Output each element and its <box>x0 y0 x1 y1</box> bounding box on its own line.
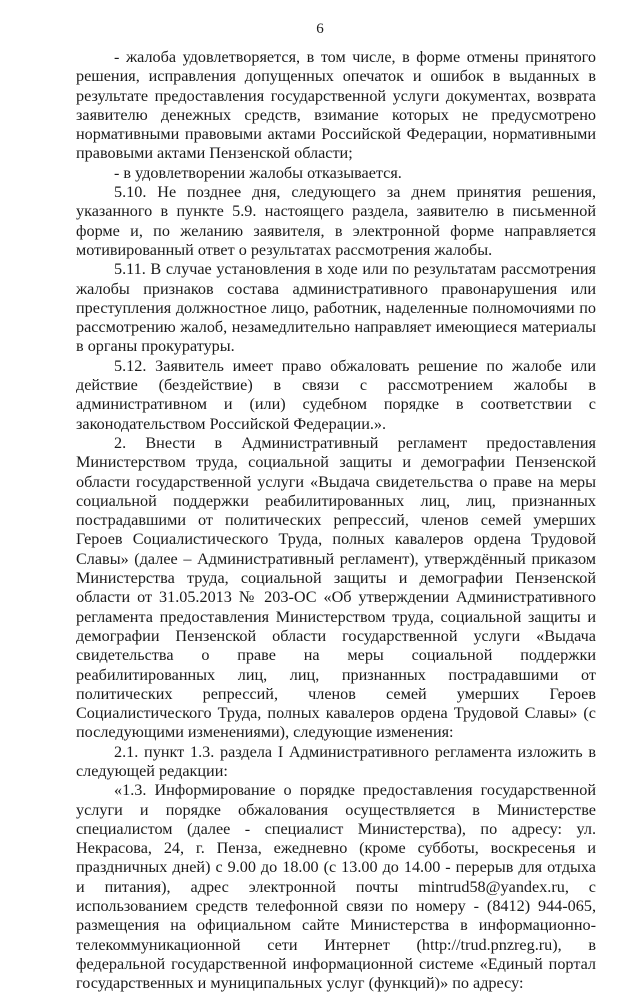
page-number: 6 <box>316 21 324 37</box>
paragraph-2: 2. Внести в Административный регламент предоставления Министерством труда, социальной защиты и демографии Пензенской области государственной услуги «Выдача свидетельства о праве на меры социальной поддержки реабилитированных лиц, лиц, признанных пострадавшими от политических репрессий, членов семей умерших Героев Социалистического Труда, полных кавалеров ордена Трудовой Славы» (далее – Административный регламент), утверждённый приказом Министерства труда, социальной защиты и демографии Пензенской области от 31.05.2013 № 203-ОС «Об утверждении Административного регламента предоставления Министерством труда, социальной защиты и демографии Пензенской области государственной услуги «Выдача свидетельства о праве на меры социальной поддержки реабилитированных лиц, лиц, признанных пострадавшими от политических репрессий, членов семей умерших Героев Социалистического Труда, полных кавалеров ордена Трудовой Славы» (с последующими изменениями), следующие изменения: <box>76 433 596 742</box>
document-body <box>76 48 596 994</box>
paragraph-5-10: 5.10. Не позднее дня, следующего за днем принятия решения, указанного в пункте 5.9. настоящего раздела, заявителю в письменной форме и, по желанию заявителя, в электронной форме направляется мотивированный ответ о результатах рассмотрения жалобы. <box>76 183 596 259</box>
paragraph-complaint-rejected: - в удовлетворении жалобы отказывается. <box>114 163 402 182</box>
paragraph-5-12: 5.12. Заявитель имеет право обжаловать решение по жалобе или действие (бездействие) в связи с рассмотрением жалобы в административном и (или) судебном порядке в соответствии с законодательством Российской Федерации.». <box>76 356 596 433</box>
paragraph-5-11: 5.11. В случае установления в ходе или по результатам рассмотрения жалобы признаков состава административного правонарушения или преступления должностное лицо, работник, наделенные полномочиями по рассмотрению жалоб, незамедлительно направляет имеющиеся материалы в органы прокуратуры. <box>76 260 596 356</box>
paragraph-1-3: «1.3. Информирование о порядке предоставления государственной услуги и порядке обжалования осуществляется в Министерстве специалистом (далее - специалист Министерства), по адресу: ул. Некрасова, 24, г. Пенза, ежедневно (кроме субботы, воскресенья и праздничных дней) с 9.00 до 18.00 (с 13.00 до 14.00 - перерыв для отдыха и питания), адрес электронной почты mintrud58@yandex.ru, с использованием средств телефонной связи по номеру - (8412) 944-065, размещения на официальном сайте Министерства в информационно-телекоммуникационной сети Интернет (http://trud.pnzreg.ru), в федеральной государственной информационной системе «Единый портал государственных и муниципальных услуг (функций)» по адресу: <box>76 781 596 993</box>
paragraph-2-1: 2.1. пункт 1.3. раздела I Административного регламента изложить в следующей редакции: <box>76 742 596 780</box>
paragraph-complaint-satisfied: - жалоба удовлетворяется, в том числе, в форме отмены принятого решения, исправления допущенных опечаток и ошибок в выданных в результате предоставления государственной услуги документах, возврата заявителю денежных средств, взимание которых не предусмотрено нормативными правовыми актами Российской Федерации, нормативными правовыми актами Пензенской области; <box>76 48 596 163</box>
